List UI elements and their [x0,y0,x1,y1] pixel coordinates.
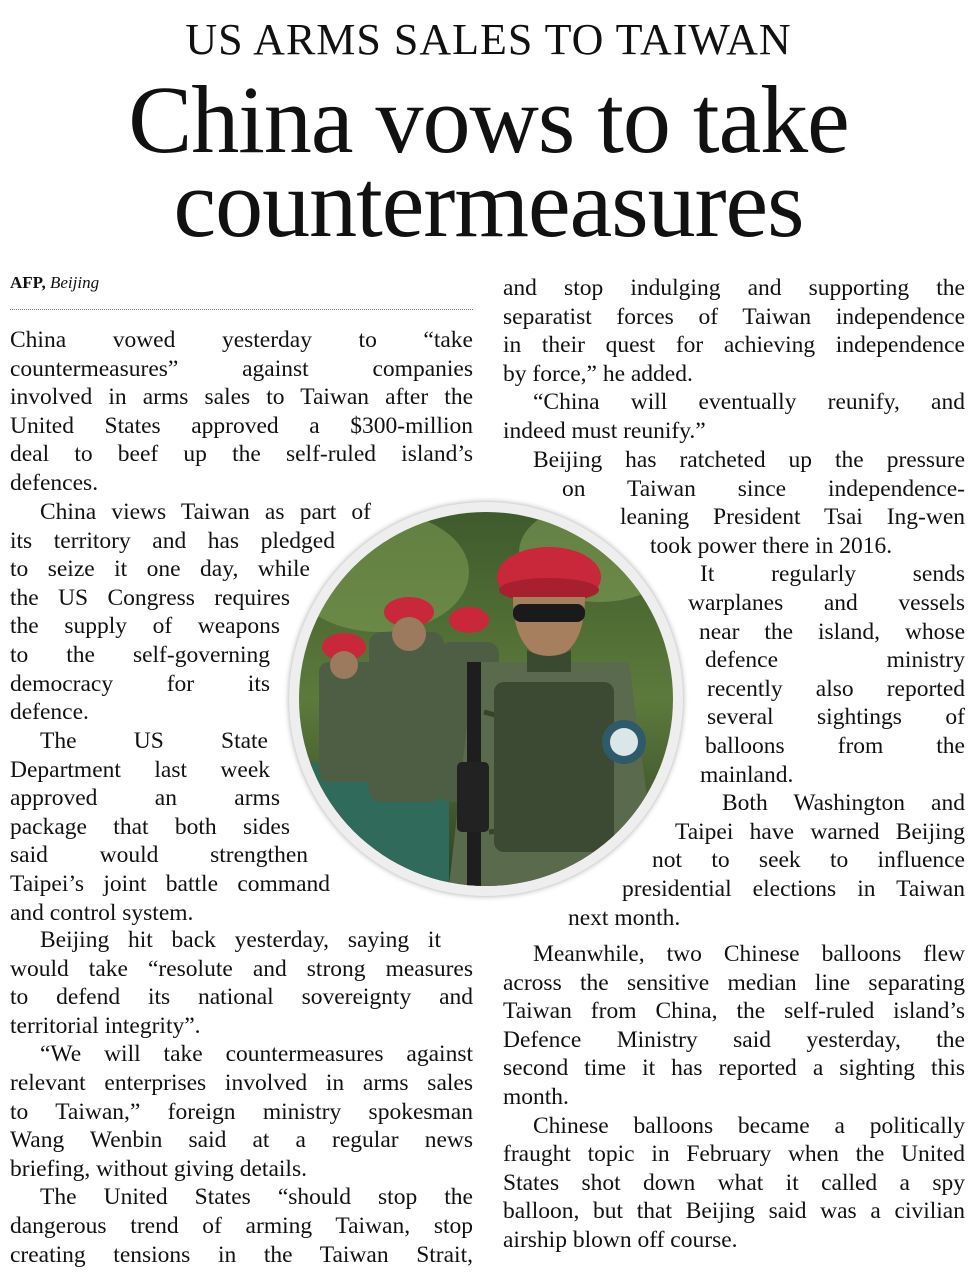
article-line: Wang Wenbin said at a regular news [10,1127,473,1154]
article-line: the US Congress requires [10,584,290,611]
article-line: defence. [10,699,89,726]
headline-line-2: countermeasures [173,150,804,257]
soldiers-photo-icon [299,512,673,886]
article-line: and control system. [10,899,194,926]
headline-line-1: China vows to take [128,66,849,173]
article-line: United States approved a $300-million [10,412,473,439]
article-line: “China will eventually reunify, and [533,389,965,416]
article-line: and stop indulging and supporting the [503,275,965,301]
article-line: separatist forces of Taiwan independence [503,303,965,330]
article-line: Both Washington and [722,790,965,817]
article-line: warplanes and vessels [688,590,965,616]
byline-divider [10,309,473,310]
article-line: approved an arms [10,785,280,812]
article-line: presidential elections in Taiwan [622,876,965,902]
article-line: the supply of weapons [10,613,280,640]
article-line: several sightings of [707,704,965,731]
article-line: countermeasures” against companies [10,355,473,382]
article-line: The US State [40,728,268,754]
article-line: It regularly sends [700,561,965,588]
article-line: in their quest for achieving independence [503,332,965,359]
article-line: to the self-governing [10,642,270,668]
article-line: Taipei have warned Beijing [675,818,965,845]
article-line: “We will take countermeasures against [40,1041,473,1068]
soldiers-photo [289,502,683,896]
article-line: balloon, but that Beijing said was a civilian [503,1198,965,1225]
article-line: Taiwan from China, the self-ruled island’s [503,998,965,1025]
byline [10,273,99,293]
article-line: The United States “should stop the [40,1184,473,1211]
article-line: Beijing hit back yesterday, saying it [40,927,441,953]
article-line: by force,” he added. [503,360,693,387]
article-line: recently also reported [707,675,965,702]
article-line: creating tensions in the Taiwan Strait, [10,1241,473,1268]
article-line: briefing, without giving details. [10,1155,307,1182]
article-line: Defence Ministry said yesterday, the [503,1026,965,1053]
article-line: not to seek to influence [652,847,965,874]
article-line: leaning President Tsai Ing-wen [620,504,965,531]
article-line: on Taiwan since independence- [562,475,965,502]
article-line: Beijing has ratcheted up the pressure [533,447,965,473]
article-line: to seize it one day, while [10,556,310,583]
article-line: defence ministry [705,647,965,674]
article-line: Meanwhile, two Chinese balloons flew [533,941,965,967]
article-line: relevant enterprises involved in arms sales [10,1070,473,1096]
article-line: to Taiwan,” foreign ministry spokesman [10,1098,473,1125]
article-line: China vowed yesterday to “take [10,327,473,353]
article-line: Taipei’s joint battle command [10,871,330,897]
article-line: next month. [568,904,681,931]
article-line: China views Taiwan as part of [40,499,371,525]
article-line: said would strengthen [10,842,308,869]
article-line: airship blown off course. [503,1227,738,1253]
article-line: fraught topic in February when the United [503,1141,965,1168]
article-line: package that both sides [10,813,290,840]
article-line: involved in arms sales to Taiwan after the [10,384,473,411]
article-line: defences. [10,470,99,496]
article-line: Chinese balloons became a politically [533,1112,965,1139]
article-line: month. [503,1084,569,1110]
byline-agency: AFP, [10,273,46,292]
article-line: territorial integrity”. [10,1012,201,1039]
article-line: deal to beef up the self-ruled island’s [10,441,473,468]
article-line: to defend its national sovereignty and [10,984,473,1011]
article-line: took power there in 2016. [650,532,893,559]
article-line: near the island, whose [699,618,965,645]
headline [0,66,977,257]
article-line: its territory and has pledged [10,527,335,554]
article-line: indeed must reunify.” [503,418,706,444]
article-line: democracy for its [10,670,270,697]
article-line: Department last week [10,756,270,783]
byline-dateline: Beijing [50,273,100,292]
article-line: balloons from the [705,733,965,759]
article-line: second time it has reported a sighting this [503,1055,965,1082]
article-line: mainland. [700,761,794,788]
article-line: across the sensitive median line separating [503,969,965,996]
article-line: dangerous trend of arming Taiwan, stop [10,1213,473,1239]
article-line: would take “resolute and strong measures [10,955,473,982]
article-line: States shot down what it called a spy [503,1169,965,1196]
section-kicker: US ARMS SALES TO TAIWAN [185,15,792,64]
